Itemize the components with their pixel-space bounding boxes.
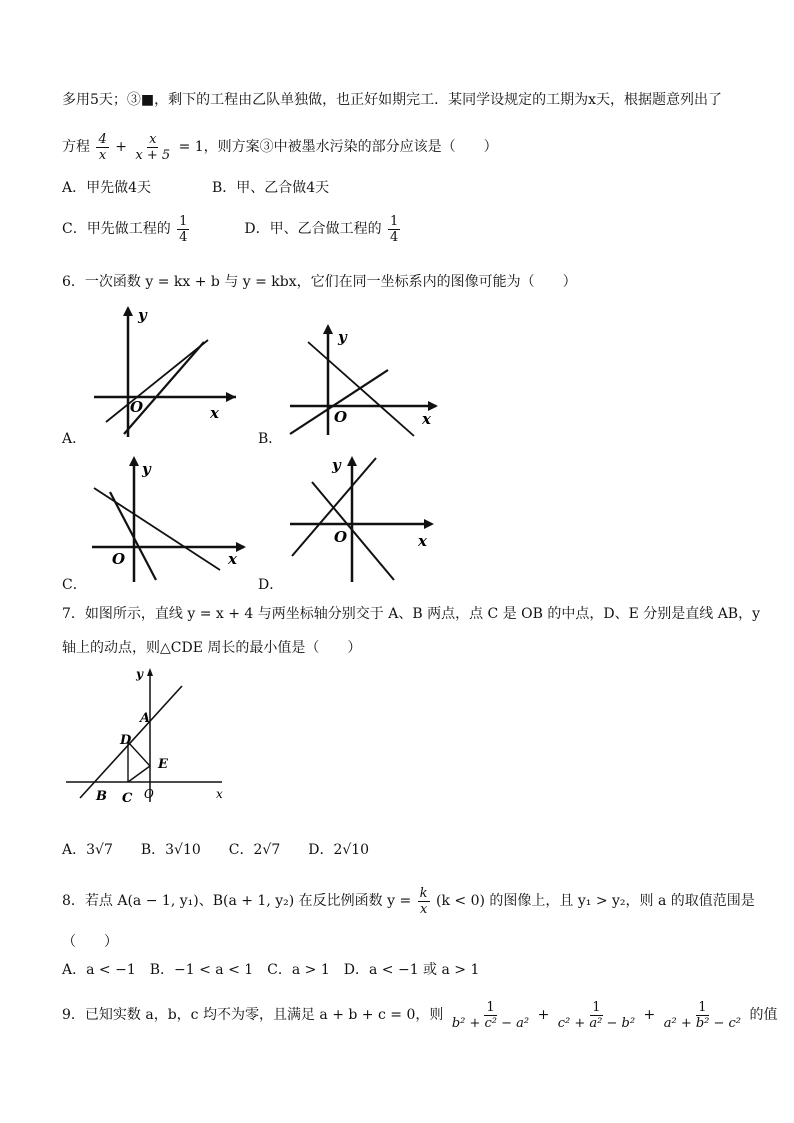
- q6-label-a: A．: [62, 431, 87, 447]
- origin-label: O: [112, 550, 126, 568]
- q6-label-d: D．: [258, 577, 284, 593]
- q5-eq-suffix: = 1，则方案③中被墨水污染的部分应该是（ ）: [178, 139, 498, 155]
- y-arrow-icon: [129, 456, 139, 466]
- q7-figure: [62, 662, 232, 812]
- x-arrow-icon: [226, 392, 236, 402]
- q6-label-c: C．: [62, 577, 87, 593]
- point-e-label: E: [158, 757, 168, 772]
- origin-label: O: [144, 787, 154, 801]
- q8-options: A．a < −1 B．−1 < a < 1 C．a > 1 D．a < −1 或 a > 1: [62, 962, 480, 978]
- y-arrow-icon: [347, 456, 357, 466]
- q5-option-c-fraction: $\frac{1}{4}$: [179, 213, 188, 245]
- point-d-label: D: [120, 733, 132, 748]
- q5-options-ab: [62, 178, 329, 198]
- q9-pre: 9．已知实数 a，b，c 均不为零，且满足 a + b + c = 0，则: [62, 1007, 444, 1023]
- q6-graph-c: [86, 452, 252, 587]
- x-label: x: [216, 787, 223, 801]
- q7-options: A．3√7 B．3√10 C．2√7 D．2√10: [62, 842, 370, 858]
- x-label: x: [228, 550, 237, 568]
- x-label: x: [418, 532, 427, 550]
- point-c-label: C: [122, 791, 133, 806]
- q6-graph-a: [86, 302, 246, 442]
- q9-post: 的值: [749, 1007, 778, 1023]
- q9-plus-1: +: [537, 1007, 550, 1023]
- q6-stem: 6．一次函数 y = kx + b 与 y = kbx，它们在同一坐标系内的图像可能为（ ）: [62, 274, 577, 290]
- y-arrow-icon: [147, 668, 153, 676]
- segment-ce: [128, 766, 150, 782]
- q5-eq-prefix: 方程: [62, 139, 90, 155]
- q8-paren: （ ）: [62, 934, 118, 950]
- x-label: x: [210, 404, 219, 422]
- line-2: [124, 342, 204, 434]
- point-b-label: B: [96, 789, 107, 804]
- q7-line2: 轴上的动点，则△CDE 周长的最小值是（ ）: [62, 640, 362, 656]
- q5-option-d: D．甲、乙合做工程的: [244, 221, 382, 237]
- x-arrow-icon: [236, 542, 246, 552]
- q5-option-b: B．甲、乙合做4天: [211, 180, 330, 196]
- origin-label: O: [334, 408, 348, 426]
- q5-plus: +: [115, 139, 127, 155]
- q8-line1-post: (k < 0) 的图像上，且 y₁ > y₂，则 a 的取值范围是: [436, 893, 755, 909]
- q6-graph-d: [284, 452, 444, 587]
- y-label: y: [136, 667, 143, 681]
- origin-label: O: [334, 528, 348, 546]
- q5-fraction-1: $\frac{4}{x}$: [98, 131, 107, 163]
- y-label: y: [142, 460, 151, 478]
- q6-graph-b: [284, 320, 444, 440]
- point-a-label: A: [140, 711, 151, 726]
- q8-line1-pre: 8．若点 A(a − 1, y₁)、B(a + 1, y₂) 在反比例函数 y =: [62, 893, 412, 909]
- q8-k-over-x: $\frac{k}{x}$: [419, 885, 428, 917]
- q7-line1: 7．如图所示，直线 y = x + 4 与两坐标轴分别交于 A、B 两点，点 C 是 OB 的中点，D、E 分别是直线 AB，y: [62, 606, 761, 622]
- origin-label: O: [130, 398, 144, 416]
- q9-plus-2: +: [643, 1007, 656, 1023]
- y-label: y: [138, 306, 147, 324]
- q6-label-b: B．: [258, 431, 283, 447]
- q8-line1: [62, 884, 755, 918]
- q5-line1: 多用5天；③■，剩下的工程由乙队单独做，也正好如期完工．某同学设规定的工期为x天，根据题意列出了: [62, 92, 723, 108]
- y-arrow-icon: [323, 324, 333, 334]
- y-label: y: [338, 328, 347, 346]
- line-1: [308, 342, 414, 436]
- line-1: [106, 340, 208, 422]
- q5-equation-line: [62, 130, 498, 164]
- q5-option-a: A．甲先做4天: [62, 180, 152, 196]
- q9-fraction-1: $\frac{1}{\text{b² + c² − a²}}$: [451, 999, 530, 1031]
- q5-option-c: C．甲先做工程的: [62, 221, 171, 237]
- q5-option-d-fraction: $\frac{1}{4}$: [390, 213, 399, 245]
- y-arrow-icon: [123, 306, 133, 316]
- y-label: y: [332, 456, 341, 474]
- segment-de: [128, 742, 150, 766]
- q5-options-cd: [62, 212, 402, 246]
- q9-fraction-2: $\frac{1}{\text{c² + a² − b²}}$: [557, 999, 636, 1031]
- q9-line: [62, 996, 777, 1034]
- x-arrow-icon: [424, 519, 434, 529]
- q9-fraction-3: $\frac{1}{\text{a² + b² − c²}}$: [663, 999, 742, 1031]
- q5-fraction-2: $\frac{x}{x + 5}$: [135, 131, 171, 163]
- x-label: x: [422, 410, 431, 428]
